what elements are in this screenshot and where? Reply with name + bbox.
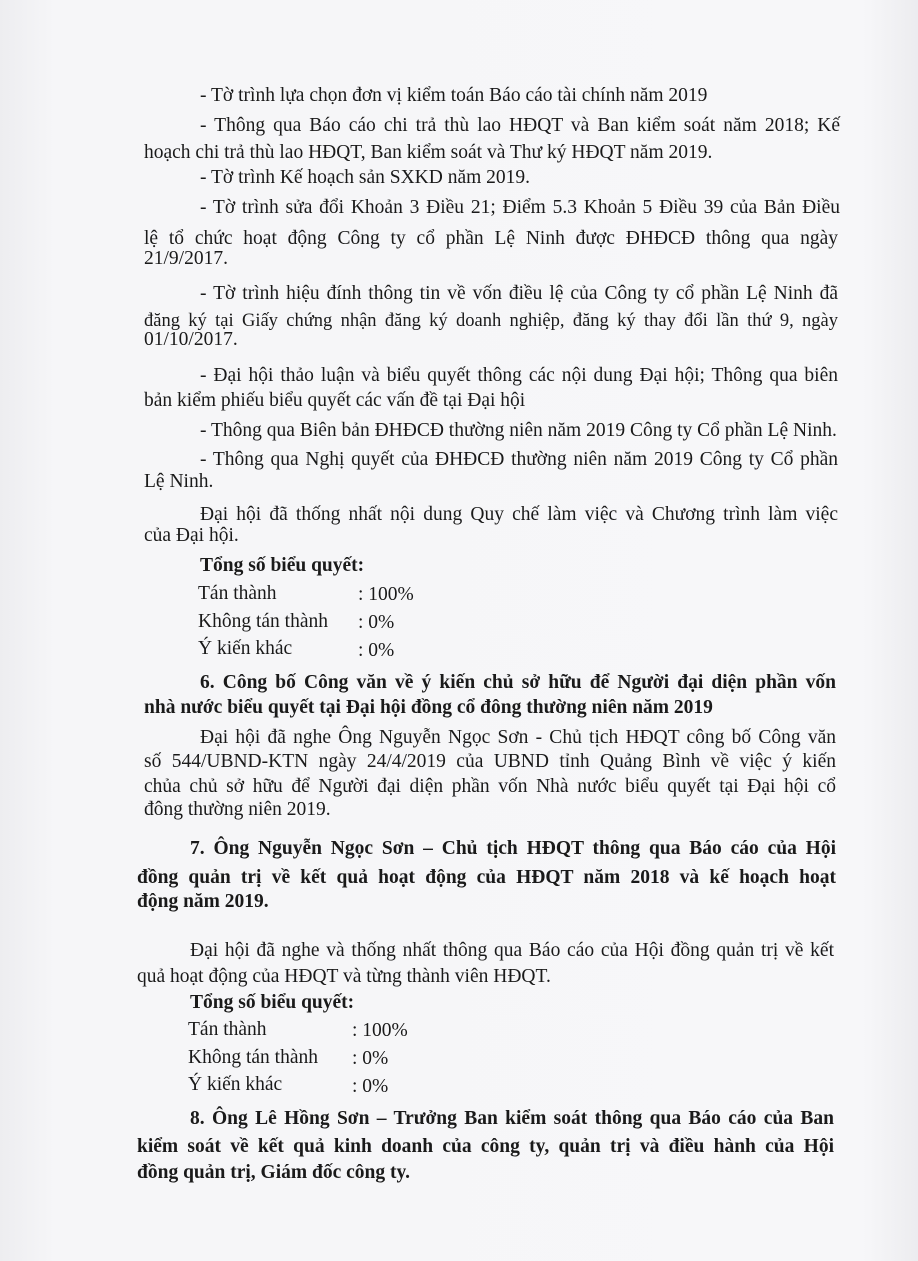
section-heading: kiểm soát về kết quả kinh doanh của công ty, quản trị và điều hành của Hội (137, 1136, 834, 1157)
vote-value: : 0% (358, 612, 395, 633)
section-heading: nhà nước biểu quyết tại Đại hội đồng cổ đông thường niên năm 2019 (144, 697, 713, 718)
text-line: - Tờ trình lựa chọn đơn vị kiểm toán Báo cáo tài chính năm 2019 (200, 85, 708, 106)
text-line: - Tờ trình sửa đổi Khoản 3 Điều 21; Điểm 5.3 Khoản 5 Điều 39 của Bản Điều (200, 197, 840, 218)
vote-heading: Tổng số biểu quyết: (190, 992, 355, 1013)
text-line: của Đại hội. (144, 525, 239, 546)
vote-label: Không tán thành (188, 1047, 318, 1068)
vote-value: : 100% (358, 584, 414, 605)
vote-label: Ý kiến khác (188, 1074, 283, 1095)
text-line: - Tờ trình hiệu đính thông tin về vốn điều lệ của Công ty cổ phần Lệ Ninh đã (200, 283, 838, 304)
text-line: quả hoạt động của HĐQT và từng thành viên HĐQT. (137, 966, 551, 987)
text-line: đăng ký tại Giấy chứng nhận đăng ký doanh nghiệp, đăng ký thay đổi lần thứ 9, ngày (144, 311, 838, 331)
text-line: bản kiểm phiếu biểu quyết các vấn đề tại Đại hội (144, 390, 526, 411)
vote-label: Không tán thành (198, 611, 328, 632)
vote-heading: Tổng số biểu quyết: (200, 555, 365, 576)
vote-label: Tán thành (198, 583, 277, 604)
vote-value: : 0% (352, 1048, 389, 1069)
section-heading: 7. Ông Nguyễn Ngọc Sơn – Chủ tịch HĐQT thông qua Báo cáo của Hội (190, 838, 836, 859)
vote-value: : 0% (358, 640, 395, 661)
section-heading: 8. Ông Lê Hồng Sơn – Trưởng Ban kiểm soát thông qua Báo cáo của Ban (190, 1108, 834, 1129)
section-heading: 6. Công bố Công văn về ý kiến chủ sở hữu để Người đại diện phần vốn (200, 672, 836, 693)
vote-label: Ý kiến khác (198, 638, 293, 659)
vote-value: : 0% (352, 1076, 389, 1097)
section-heading: đồng quản trị về kết quả hoạt động của HĐQT năm 2018 và kế hoạch hoạt (137, 867, 836, 888)
text-line: số 544/UBND-KTN ngày 24/4/2019 của UBND tỉnh Quảng Bình về việc ý kiến (144, 751, 836, 772)
text-line: đông thường niên 2019. (144, 799, 331, 820)
text-line: Lệ Ninh. (144, 471, 214, 492)
text-line: - Thông qua Báo cáo chi trả thù lao HĐQT và Ban kiểm soát năm 2018; Kế (200, 115, 840, 136)
text-line: - Thông qua Nghị quyết của ĐHĐCĐ thường niên năm 2019 Công ty Cổ phần (200, 449, 838, 470)
text-line: - Đại hội thảo luận và biểu quyết thông các nội dung Đại hội; Thông qua biên (200, 365, 838, 386)
text-line: - Tờ trình Kế hoạch sản SXKD năm 2019. (200, 167, 531, 188)
text-line: Đại hội đã thống nhất nội dung Quy chế làm việc và Chương trình làm việc (200, 504, 838, 525)
vote-label: Tán thành (188, 1019, 267, 1040)
text-line: - Thông qua Biên bản ĐHĐCĐ thường niên năm 2019 Công ty Cổ phần Lệ Ninh. (200, 420, 837, 441)
text-line: 01/10/2017. (144, 329, 238, 350)
text-line: 21/9/2017. (144, 248, 228, 269)
text-line: hoạch chi trả thù lao HĐQT, Ban kiểm soát và Thư ký HĐQT năm 2019. (144, 142, 713, 163)
section-heading: đồng quản trị, Giám đốc công ty. (137, 1162, 411, 1183)
vote-value: : 100% (352, 1020, 408, 1041)
text-line: Đại hội đã nghe Ông Nguyễn Ngọc Sơn - Chủ tịch HĐQT công bố Công văn (200, 727, 836, 748)
section-heading: động năm 2019. (137, 891, 269, 912)
text-line: chủa chủ sở hữu để Người đại diện phần vốn Nhà nước biểu quyết tại Đại hội cổ (144, 776, 836, 797)
text-line: lệ tổ chức hoạt động Công ty cổ phần Lệ Ninh được ĐHĐCĐ thông qua ngày (144, 228, 838, 249)
text-line: Đại hội đã nghe và thống nhất thông qua Báo cáo của Hội đồng quản trị về kết (190, 940, 834, 961)
